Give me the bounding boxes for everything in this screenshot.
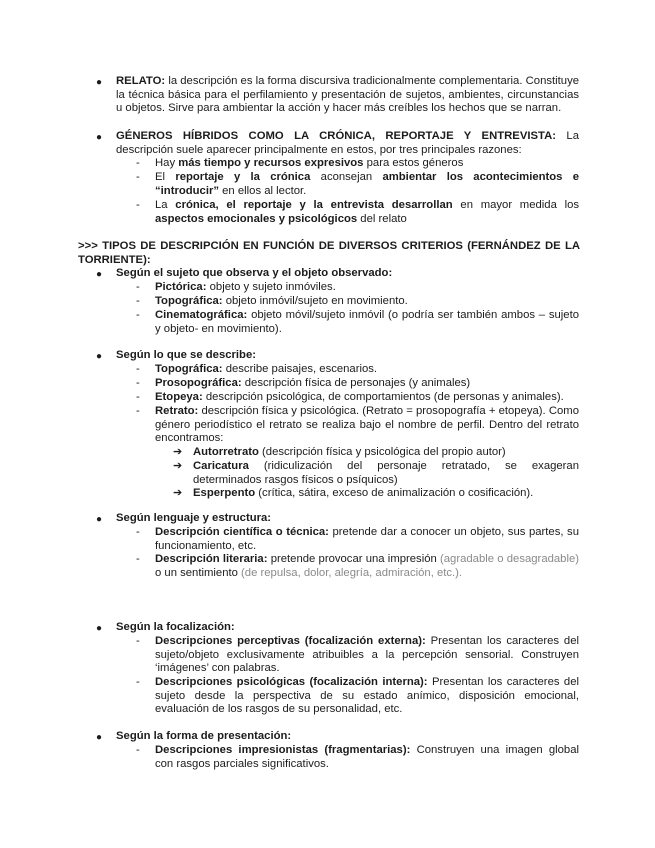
describe-item-prosopografica: Prosopográfica: descripción física de personajes (y animales) bbox=[155, 377, 471, 389]
arrow-right-icon: ➔ bbox=[173, 446, 183, 458]
criterio-sujeto-title: Según el sujeto que observa y el objeto observado: bbox=[116, 267, 393, 279]
describe-item-topografica: Topográfica: describe paisajes, escenarios. bbox=[155, 363, 378, 375]
forma-item-impresionistas: Descripciones impresionistas (fragmentarias): Construyen una imagen global con rasgos parciales significativos. bbox=[155, 744, 579, 770]
dash-marker: - bbox=[136, 553, 140, 565]
dash-marker: - bbox=[136, 526, 140, 538]
bullet-icon: ● bbox=[96, 77, 103, 88]
dash-marker: - bbox=[136, 391, 140, 403]
dash-marker: - bbox=[136, 377, 140, 389]
dash-marker: - bbox=[136, 405, 140, 417]
bullet-icon: ● bbox=[96, 132, 103, 143]
relato-label: RELATO: bbox=[116, 75, 166, 87]
dash-marker: - bbox=[136, 281, 140, 293]
dash-marker: - bbox=[136, 676, 140, 688]
bullet-icon: ● bbox=[96, 623, 103, 634]
sujeto-item-topografica: Topográfica: objeto inmóvil/sujeto en movimiento. bbox=[155, 295, 408, 307]
dash-marker: - bbox=[136, 635, 140, 647]
generos-reason-2: El reportaje y la crónica aconsejan ambientar los acontecimientos e “introducir” en ellos al lector. bbox=[155, 171, 580, 197]
focalizacion-item-perceptivas: Descripciones perceptivas (focalización externa): Presentan los caracteres del sujeto/objeto exclusivamente atribuibles a la percepción sensorial. Construyen ‘imágenes’ con palabras. bbox=[155, 635, 580, 675]
generos-paragraph bbox=[116, 130, 579, 157]
criterio-forma-title: Según la forma de presentación: bbox=[116, 730, 292, 742]
dash-marker: - bbox=[136, 309, 140, 321]
generos-reason-1: Hay más tiempo y recursos expresivos para estos géneros bbox=[155, 157, 464, 169]
generos-reason-3: La crónica, el reportaje y la entrevista desarrollan en mayor medida los aspectos emocionales y psicológicos del relato bbox=[155, 199, 580, 225]
generos-label: GÉNEROS HÍBRIDOS COMO LA CRÓNICA, REPORTAJE Y ENTREVISTA: bbox=[116, 130, 557, 142]
arrow-right-icon: ➔ bbox=[173, 487, 183, 499]
criterio-focalizacion-title: Según la focalización: bbox=[116, 621, 235, 633]
describe-item-etopeya: Etopeya: descripción psicológica, de comportamientos (de personas y animales). bbox=[155, 391, 564, 403]
retrato-sub-autorretrato: Autorretrato (descripción física y psicológica del propio autor) bbox=[193, 446, 506, 458]
lenguaje-item-literaria: Descripción literaria: pretende provocar una impresión (agradable o desagradable) o un sentimiento (de repulsa, dolor, alegría, admiración, etc.). bbox=[155, 553, 579, 579]
sujeto-item-cinematografica: Cinematográfica: objeto móvil/sujeto inmóvil (o podría ser también ambos – sujeto y objeto- en movimiento). bbox=[155, 309, 579, 335]
dash-marker: - bbox=[136, 744, 140, 756]
lenguaje-item-cientifica: Descripción científica o técnica: pretende dar a conocer un objeto, sus partes, su funcionamiento, etc. bbox=[155, 526, 579, 552]
dash-marker: - bbox=[136, 171, 140, 183]
dash-marker: - bbox=[136, 199, 140, 211]
dash-marker: - bbox=[136, 295, 140, 307]
generos-text: La descripción suele aparecer principalmente en estos, por tres principales razones: bbox=[116, 130, 579, 156]
dash-marker: - bbox=[136, 157, 140, 169]
focalizacion-item-psicologicas: Descripciones psicológicas (focalización interna): Presentan los caracteres del sujeto desde la perspectiva de su estado anímico, disposición emocional, evaluación de los rasgos de su personalidad, etc. bbox=[155, 676, 579, 716]
relato-text: la descripción es la forma discursiva tradicionalmente complementaria. Constituye la técnica básica para el perfilamiento y presentación de sujetos, ambientes, circunstancias u objetos. Sirve para ambientar la acción y hacer más creíbles los hechos que se narran. bbox=[116, 75, 579, 115]
bullet-icon: ● bbox=[96, 269, 103, 280]
dash-marker: - bbox=[136, 363, 140, 375]
arrow-right-icon: ➔ bbox=[173, 460, 183, 472]
bullet-icon: ● bbox=[96, 351, 103, 362]
criterio-lenguaje-title: Según lenguaje y estructura: bbox=[116, 512, 272, 524]
describe-item-retrato: Retrato: descripción física y psicológica. (Retrato = prosopografía + etopeya). Como género periodístico el retrato se realiza bajo el nombre de perfil. Dentro del retrato encontramos: bbox=[155, 405, 579, 445]
retrato-sub-esperpento: Esperpento (crítica, sátira, exceso de animalización o cosificación). bbox=[193, 487, 534, 499]
sujeto-item-pictorica: Pictórica: objeto y sujeto inmóviles. bbox=[155, 281, 336, 293]
relato-paragraph bbox=[116, 75, 579, 116]
bullet-icon: ● bbox=[96, 514, 103, 525]
criterio-describe-title: Según lo que se describe: bbox=[116, 349, 256, 361]
bullet-icon: ● bbox=[96, 732, 103, 743]
section-title: >>> TIPOS DE DESCRIPCIÓN EN FUNCIÓN DE DIVERSOS CRITERIOS (FERNÁNDEZ DE LA TORRIENTE): bbox=[78, 240, 580, 266]
retrato-sub-caricatura: Caricatura (ridiculización del personaje retratado, se exageran determinados rasgos físicos o psíquicos) bbox=[193, 460, 579, 486]
